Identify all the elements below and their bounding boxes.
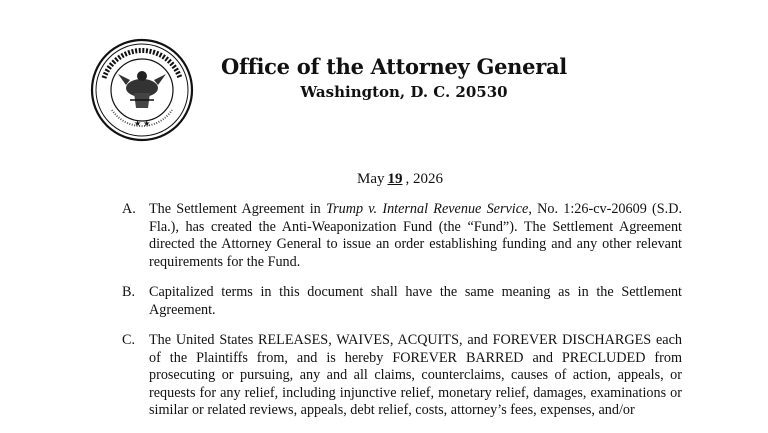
list-item [122, 284, 682, 319]
document-items [122, 201, 682, 433]
item-marker: C. [122, 332, 136, 348]
item-text-part: , No. 1:26-cv-20609 (S.D. Fla.), has created the Anti-Weaponization Fund (the “Fund”). The Settlement Agreement directed the Attorney General to issue an order establishing funding and any other relevant requirements for the Fund. [149, 201, 683, 270]
office-title: Office of the Attorney General [221, 54, 567, 79]
date-year: , 2026 [405, 171, 443, 187]
list-item [122, 332, 682, 420]
item-text: Capitalized terms in this document shall have the same meaning as in the Settlement Agreement. [149, 284, 682, 318]
office-address: Washington, D. C. 20530 [300, 83, 508, 101]
svg-text:★ ★: ★ ★ [134, 119, 151, 128]
case-name: Trump v. Internal Revenue Service [326, 201, 529, 217]
document-date [357, 171, 443, 188]
item-marker: A. [122, 201, 136, 217]
letterhead [0, 54, 768, 101]
item-text-part: The Settlement Agreement in [149, 201, 326, 217]
item-text [149, 201, 682, 271]
date-month: May [357, 171, 385, 187]
date-day: 19 [387, 171, 403, 187]
item-marker: B. [122, 284, 136, 300]
item-text: The United States RELEASES, WAIVES, ACQUITS, and FOREVER DISCHARGES each of the Plaintiffs from, and is hereby FOREVER BARRED and PRECLUDED from prosecuting or pursuing, any and all claims, counterclaims, causes of action, appeals, or requests for any relief, including injunctive relief, monetary relief, damages, examinations or similar or related reviews, appeals, debt relief, costs, attorney’s fees, expenses, and/or [149, 332, 682, 418]
list-item [122, 201, 682, 271]
